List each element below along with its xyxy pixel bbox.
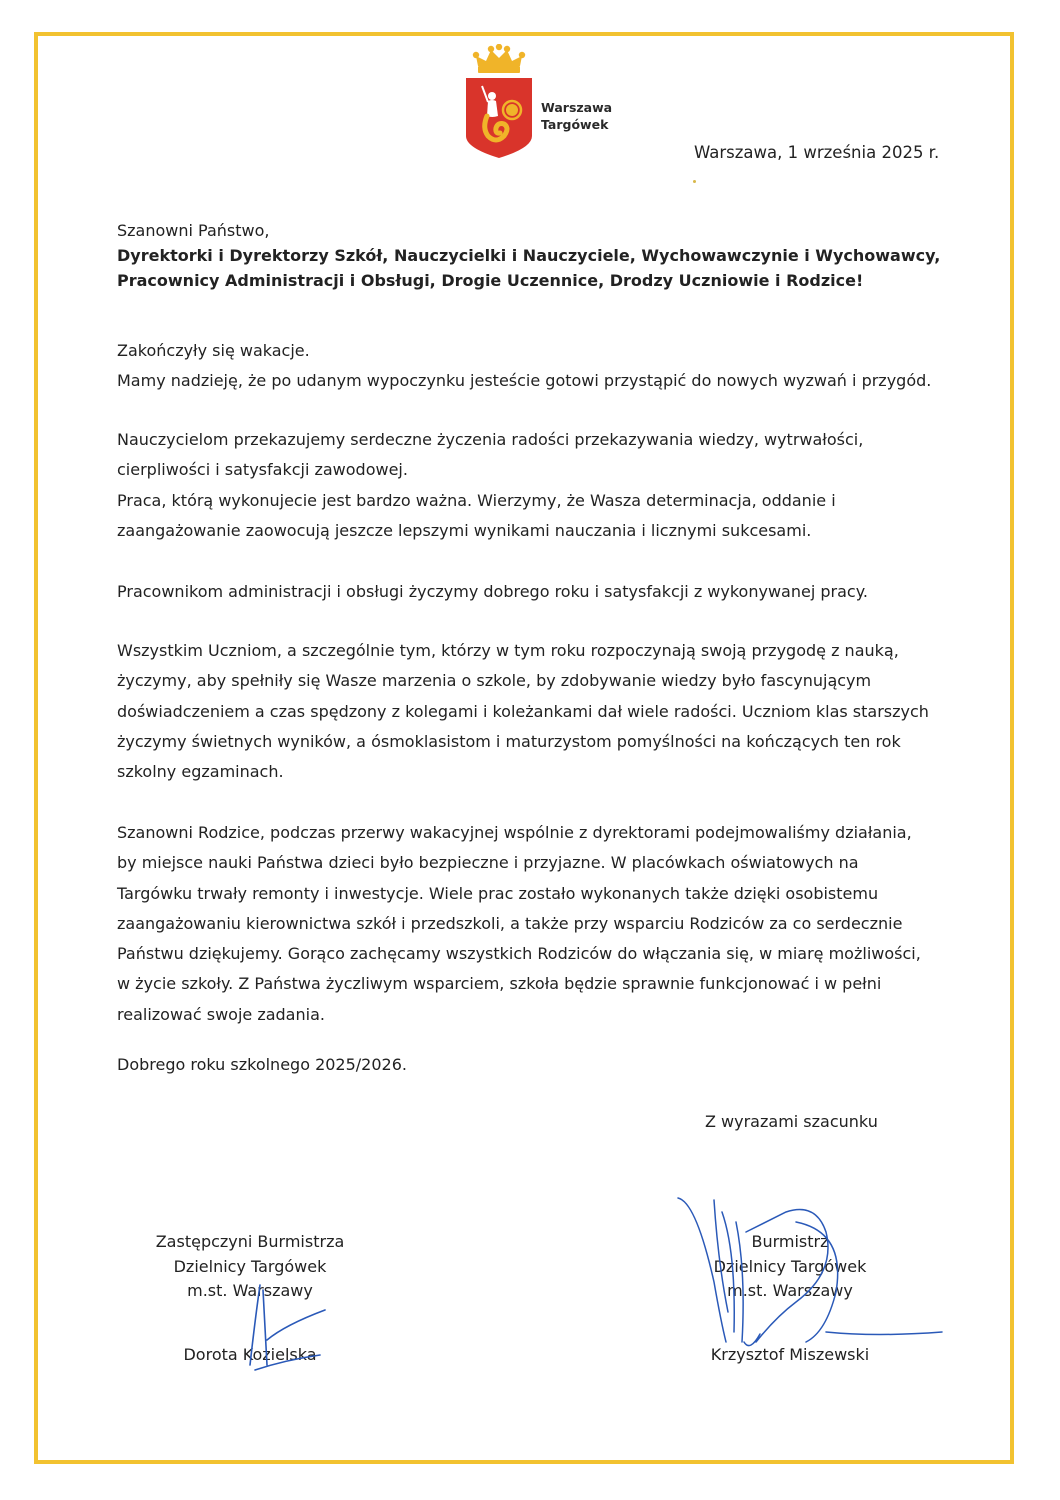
letter-date: Warszawa, 1 września 2025 r. <box>694 143 940 162</box>
paragraph-line: Pracownikom administracji i obsługi życzymy dobrego roku i satysfakcji z wykonywanej pracy. <box>117 582 868 601</box>
signature-block-left <box>120 1230 380 1364</box>
paragraph-6 <box>117 1050 407 1080</box>
paragraph-line: by miejsce nauki Państwa dzieci było bezpieczne i przyjazne. W placówkach oświatowych na <box>117 853 859 873</box>
paragraph-line: zaangażowanie zaowocują jeszcze lepszymi wynikami nauczania i licznymi sukcesami. <box>117 520 812 540</box>
salutation-line-3: Pracownicy Administracji i Obsługi, Drogie Uczennice, Drodzy Uczniowie i Rodzice! <box>117 271 864 290</box>
paragraph-5 <box>117 818 921 1030</box>
paragraph-line: Wszystkim Uczniom, a szczególnie tym, którzy w tym roku rozpoczynają swoją przygodę z nauką, <box>117 641 899 660</box>
paragraph-line: Mamy nadzieję, że po udanym wypoczynku jesteście gotowi przystąpić do nowych wyzwań i przygód. <box>117 371 932 391</box>
paragraph-line: Praca, którą wykonujecie jest bardzo ważna. Wierzymy, że Wasza determinacja, oddanie i <box>117 490 836 510</box>
paragraph-line: Szanowni Rodzice, podczas przerwy wakacyjnej wspólnie z dyrektorami podejmowaliśmy działania, <box>117 823 912 842</box>
salutation <box>117 218 940 293</box>
paragraph-line: cierpliwości i satysfakcji zawodowej. <box>117 460 408 480</box>
paragraph-line: Państwu dziękujemy. Gorąco zachęcamy wszystkich Rodziców do włączania się, w miarę możliwości, <box>117 944 921 964</box>
paragraph-line: doświadczeniem a czas spędzony z kolegami i koleżankami dał wiele radości. Uczniom klas starszych <box>117 701 929 721</box>
paragraph-line: realizować swoje zadania. <box>117 1004 325 1024</box>
signatory-name: Krzysztof Miszewski <box>710 1345 870 1364</box>
signatory-district: Dzielnicy Targówek <box>713 1256 867 1276</box>
speck <box>693 180 696 183</box>
paragraph-3 <box>117 577 868 607</box>
logo-line-warszawa: Warszawa <box>541 100 613 115</box>
signatory-title: Burmistrz <box>751 1232 829 1251</box>
logo-line-targowek: Targówek <box>541 117 609 132</box>
paragraph-line: Dobrego roku szkolnego 2025/2026. <box>117 1055 407 1074</box>
paragraph-line: zaangażowaniu kierownictwa szkół i przedszkoli, a także przy wsparciu Rodziców za co serdecznie <box>117 913 903 933</box>
salutation-line-1: Szanowni Państwo, <box>117 221 270 240</box>
paragraph-line: Targówku trwały remonty i inwestycje. Wiele prac zostało wykonanych także dzięki osobistemu <box>117 883 879 903</box>
signature-block-right <box>680 1230 900 1364</box>
warszawa-crest-logo <box>464 44 534 162</box>
paragraph-2 <box>117 425 863 546</box>
closing-phrase: Z wyrazami szacunku <box>705 1112 878 1131</box>
signatory-city: m.st. Warszawy <box>727 1281 853 1300</box>
paragraph-line: w życie szkoły. Z Państwa życzliwym wsparciem, szkoła będzie sprawnie funkcjonować i w pełni <box>117 974 882 994</box>
paragraph-1 <box>117 336 931 397</box>
signatory-name: Dorota Kozielska <box>183 1345 317 1364</box>
signatory-district: Dzielnicy Targówek <box>173 1256 327 1276</box>
paragraph-4 <box>117 636 929 787</box>
paragraph-line: Nauczycielom przekazujemy serdeczne życzenia radości przekazywania wiedzy, wytrwałości, <box>117 430 864 449</box>
salutation-line-2: Dyrektorki i Dyrektorzy Szkół, Nauczycielki i Nauczyciele, Wychowawczynie i Wychowawcy, <box>117 246 941 265</box>
crown-icon <box>473 44 525 73</box>
signatory-title: Zastępczyni Burmistrza <box>155 1232 345 1251</box>
logo-wordmark <box>541 99 612 133</box>
paragraph-line: Zakończyły się wakacje. <box>117 341 310 360</box>
paragraph-line: szkolny egzaminach. <box>117 762 284 782</box>
paragraph-line: życzymy, aby spełniły się Wasze marzenia o szkole, by zdobywanie wiedzy było fascynującym <box>117 671 872 691</box>
paragraph-line: życzymy świetnych wyników, a ósmoklasistom i maturzystom pomyślności na kończących ten rok <box>117 731 901 751</box>
signatory-city: m.st. Warszawy <box>187 1281 313 1300</box>
